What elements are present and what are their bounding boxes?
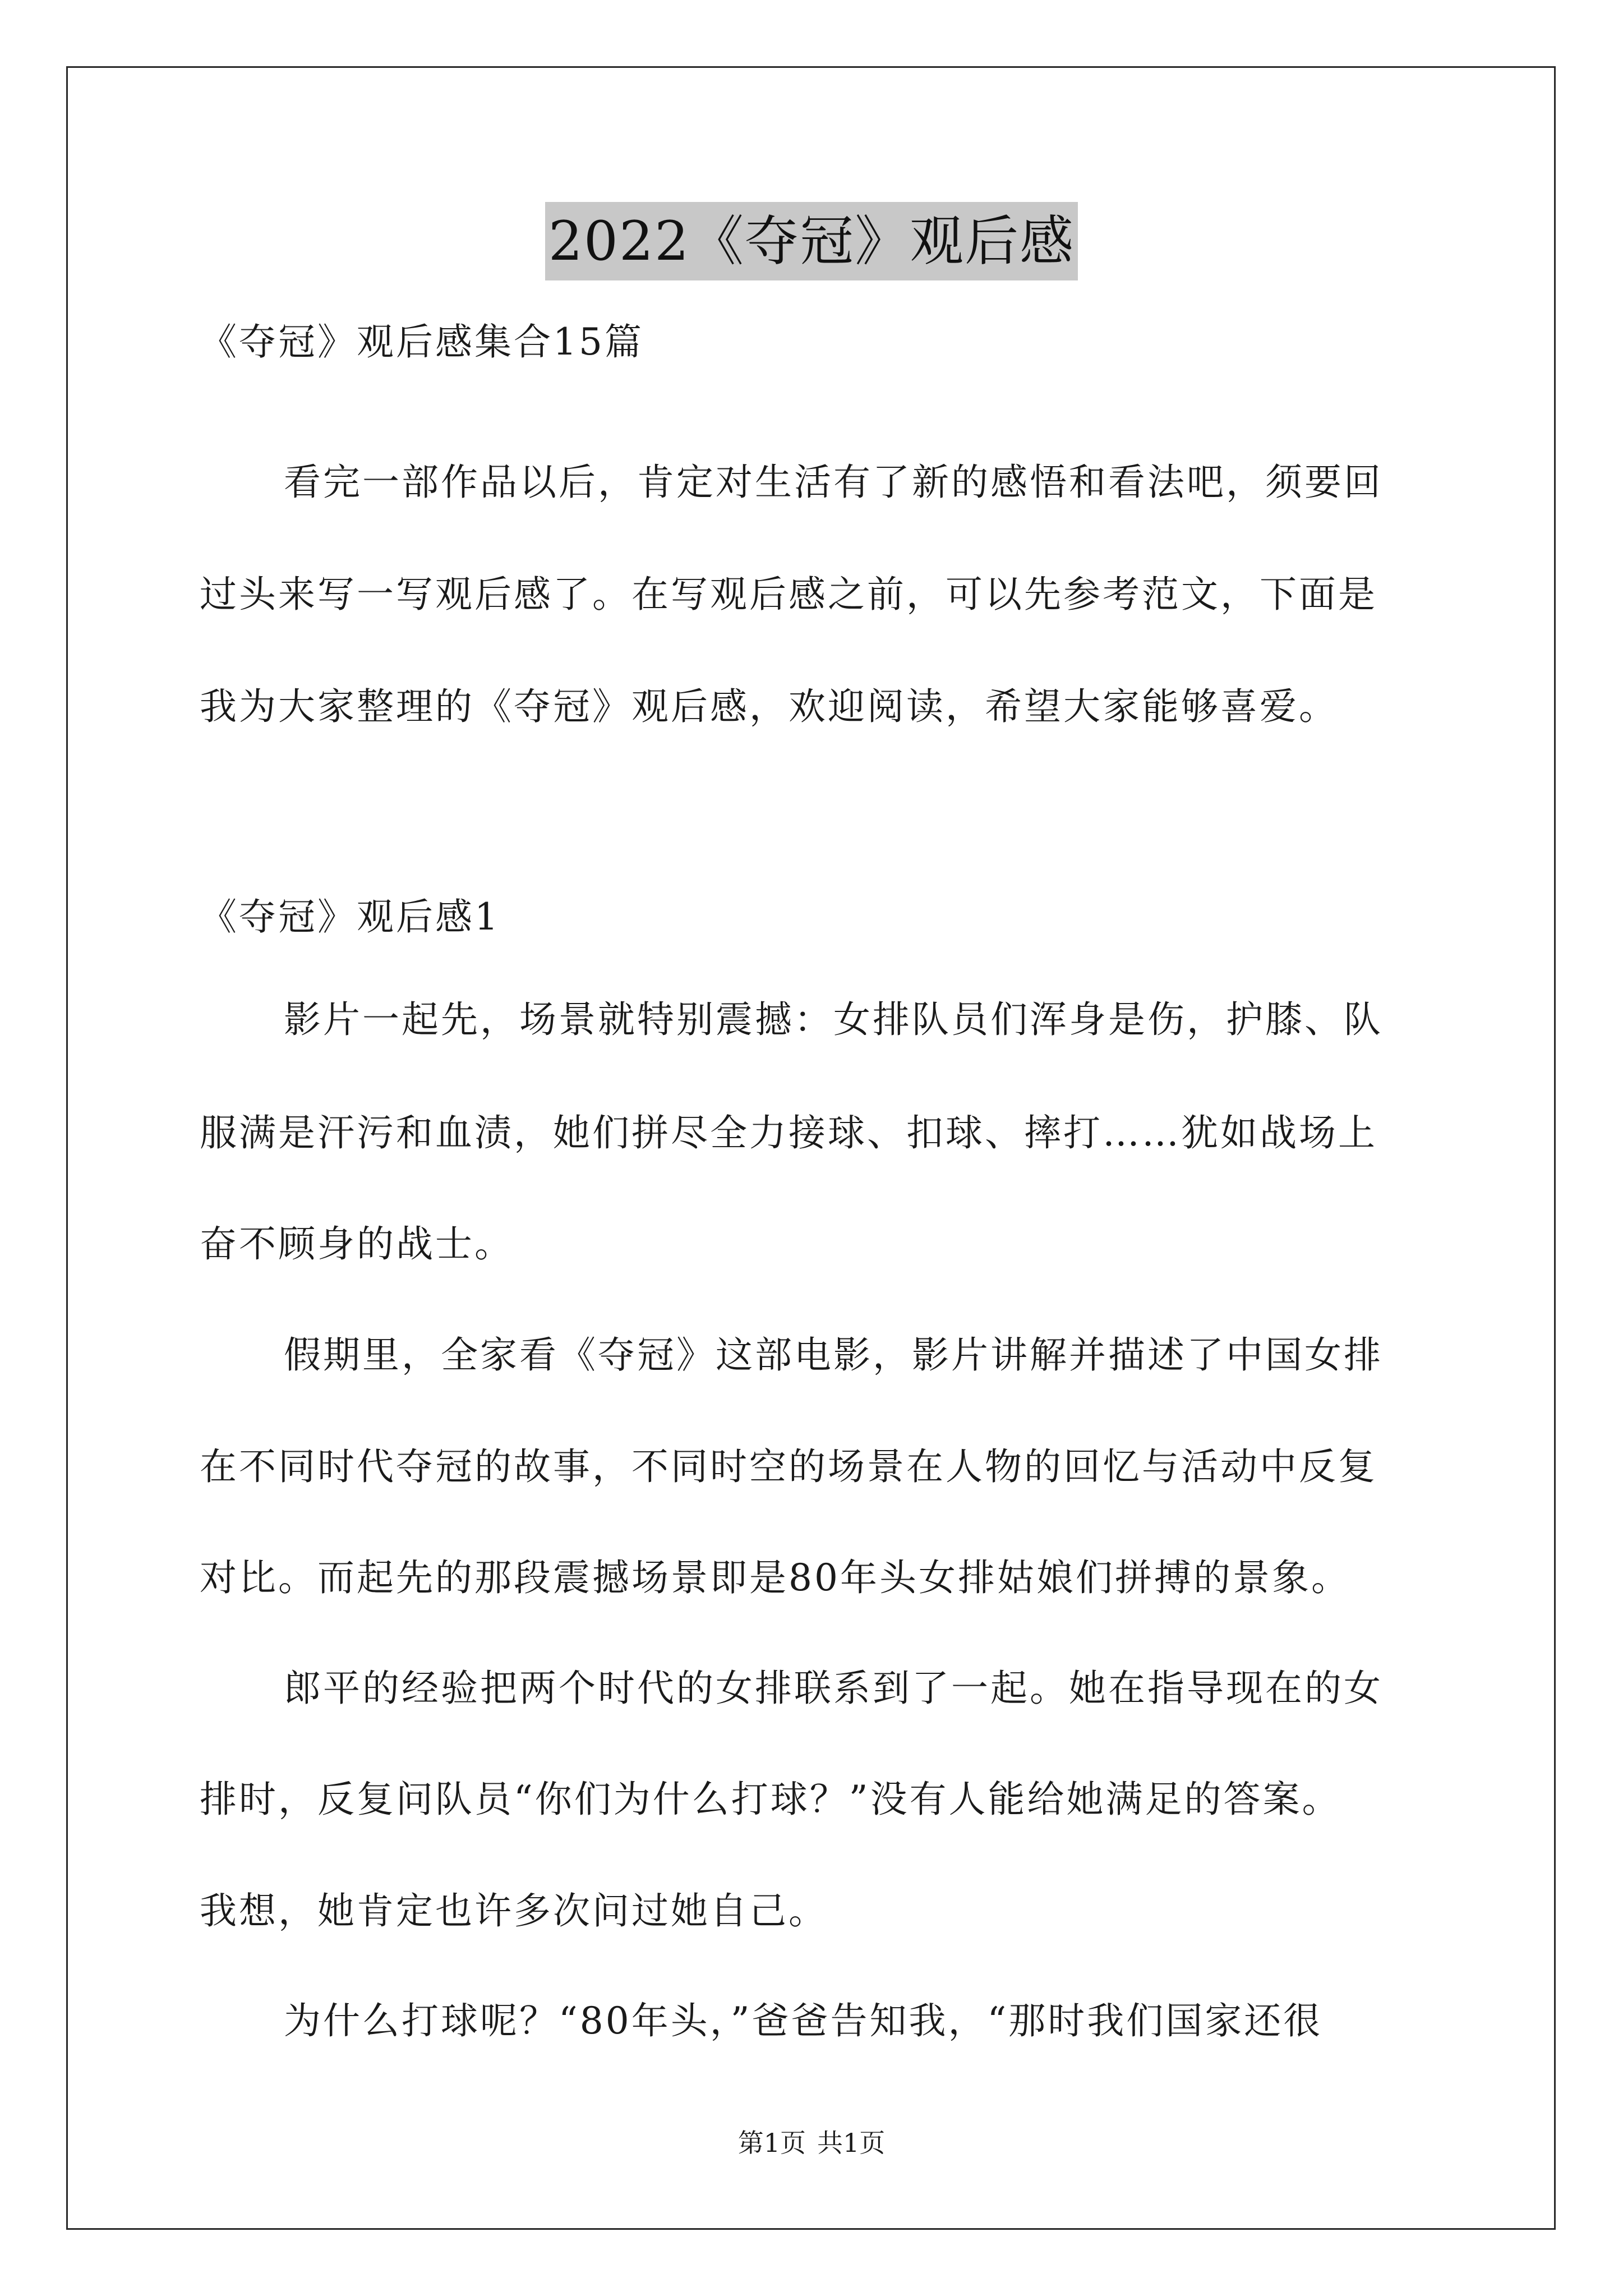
intro-line: 过头来写一写观后感了。在写观后感之前，可以先参考范文，下面是 bbox=[200, 573, 1377, 616]
intro-line: 我为大家整理的《夺冠》观后感，欢迎阅读，希望大家能够喜爱。 bbox=[200, 685, 1338, 728]
paragraph-line: 在不同时代夺冠的故事，不同时空的场景在人物的回忆与活动中反复 bbox=[200, 1445, 1377, 1488]
document-title: 2022《夺冠》观后感 bbox=[545, 202, 1078, 280]
page-footer bbox=[0, 2126, 1623, 2160]
paragraph-line: 对比。而起先的那段震撼场景即是80年头女排姑娘们拼搏的景象。 bbox=[200, 1556, 1350, 1599]
paragraph-line: 为什么打球呢？“80年头，”爸爸告知我，“那时我们国家还很 bbox=[284, 1999, 1323, 2042]
page-total: 共1页 bbox=[817, 2128, 886, 2158]
collection-heading: 《夺冠》观后感集合15篇 bbox=[200, 320, 644, 364]
title-container bbox=[0, 202, 1623, 280]
paragraph-line: 排时，反复问队员“你们为什么打球？”没有人能给她满足的答案。 bbox=[200, 1778, 1341, 1821]
paragraph-line: 服满是汗污和血渍，她们拼尽全力接球、扣球、摔打……犹如战场上 bbox=[200, 1111, 1377, 1154]
intro-line: 看完一部作品以后，肯定对生活有了新的感悟和看法吧，须要回 bbox=[284, 461, 1383, 504]
section-heading: 《夺冠》观后感1 bbox=[200, 895, 500, 938]
paragraph-line: 影片一起先，场景就特别震撼：女排队员们浑身是伤，护膝、队 bbox=[284, 998, 1383, 1041]
paragraph-line: 假期里，全家看《夺冠》这部电影，影片讲解并描述了中国女排 bbox=[284, 1333, 1383, 1377]
paragraph-line: 郎平的经验把两个时代的女排联系到了一起。她在指导现在的女 bbox=[284, 1667, 1383, 1710]
paragraph-line: 奋不顾身的战士。 bbox=[200, 1222, 514, 1266]
page-number: 第1页 bbox=[737, 2128, 806, 2158]
paragraph-line: 我想，她肯定也许多次问过她自己。 bbox=[200, 1889, 828, 1932]
